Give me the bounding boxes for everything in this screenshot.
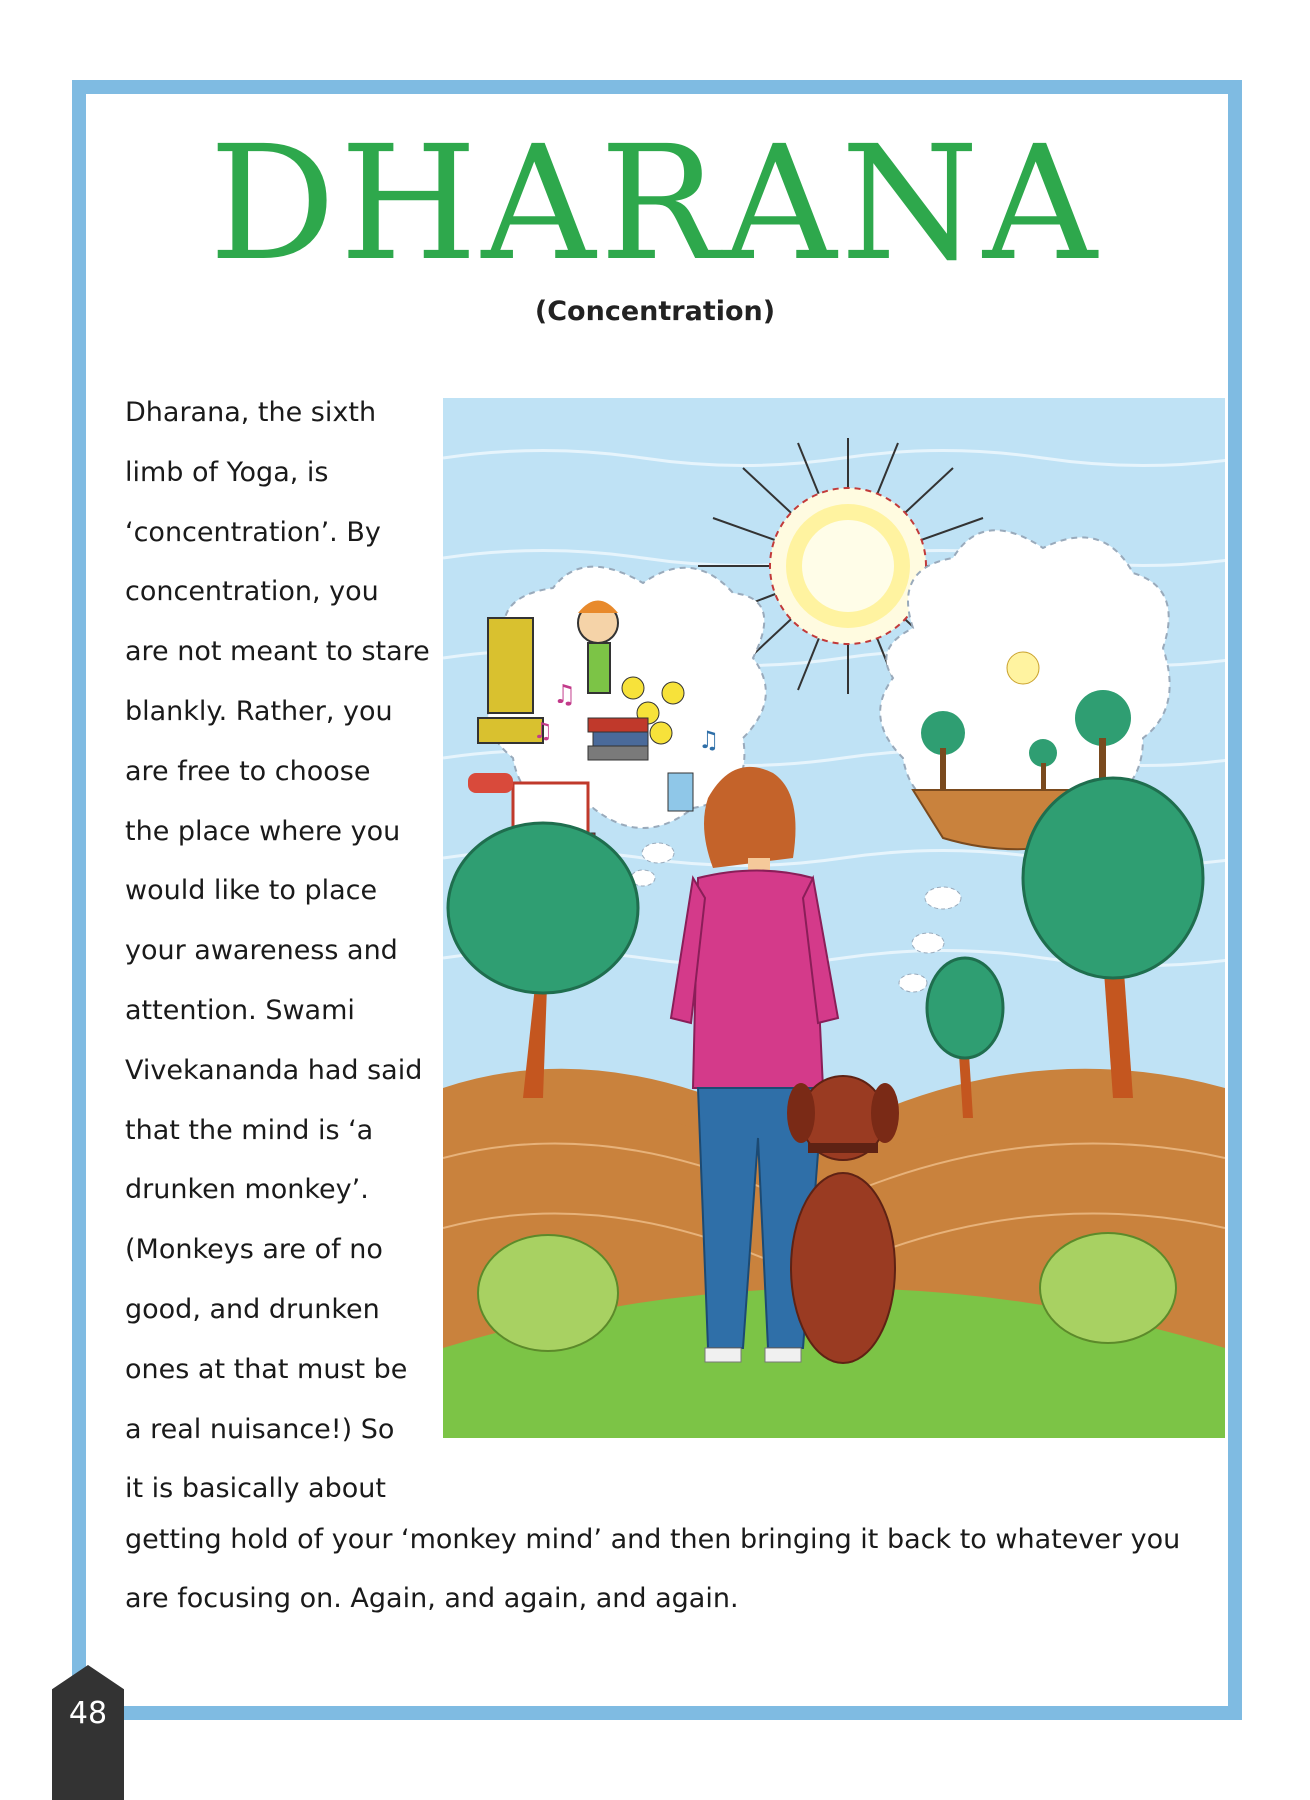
svg-text:♫: ♫ [533,719,553,744]
text-line: would like to place [125,875,378,907]
dog-figure [787,1076,899,1363]
text-line: ‘concentration’. By [125,516,381,548]
page-number: 48 [68,1696,108,1731]
bush-left [478,1235,618,1351]
text-line: good, and drunken [125,1293,380,1325]
text-line: a real nuisance!) So [125,1413,395,1445]
text-line: concentration, you [125,576,379,608]
text-line: blankly. Rather, you [125,695,393,727]
text-line: Dharana, the sixth [125,397,377,428]
text-line: Vivekananda had said [125,1054,423,1086]
text-line: it is basically about [125,1473,386,1505]
text-line: that the mind is ‘a [125,1114,374,1146]
text-line: getting hold of your ‘monkey mind’ and then bringing it back to whatever you [125,1524,1181,1555]
text-line: are focusing on. Again, and again, and again. [125,1583,739,1614]
svg-text:♫: ♫ [698,726,720,754]
bush-right [1040,1233,1176,1343]
boy-and-dog-illustration [443,398,1225,1438]
text-line: attention. Swami [125,994,355,1026]
body-text-bottom [125,1510,1225,1628]
text-line: are not meant to stare [125,636,430,668]
body-text-column [125,383,455,1519]
text-line: drunken monkey’. [125,1174,369,1206]
page-subtitle: (Concentration) [534,296,776,327]
svg-text:♫: ♫ [553,680,577,710]
text-line: are free to choose [125,755,371,787]
text-line: the place where you [125,815,401,847]
text-line: limb of Yoga, is [125,456,329,488]
text-line: your awareness and [125,935,398,967]
page-number-tab [52,1665,124,1800]
text-line: ones at that must be [125,1353,408,1385]
page-title: DHARANA [209,112,1101,296]
text-line: (Monkeys are of no [125,1234,383,1266]
